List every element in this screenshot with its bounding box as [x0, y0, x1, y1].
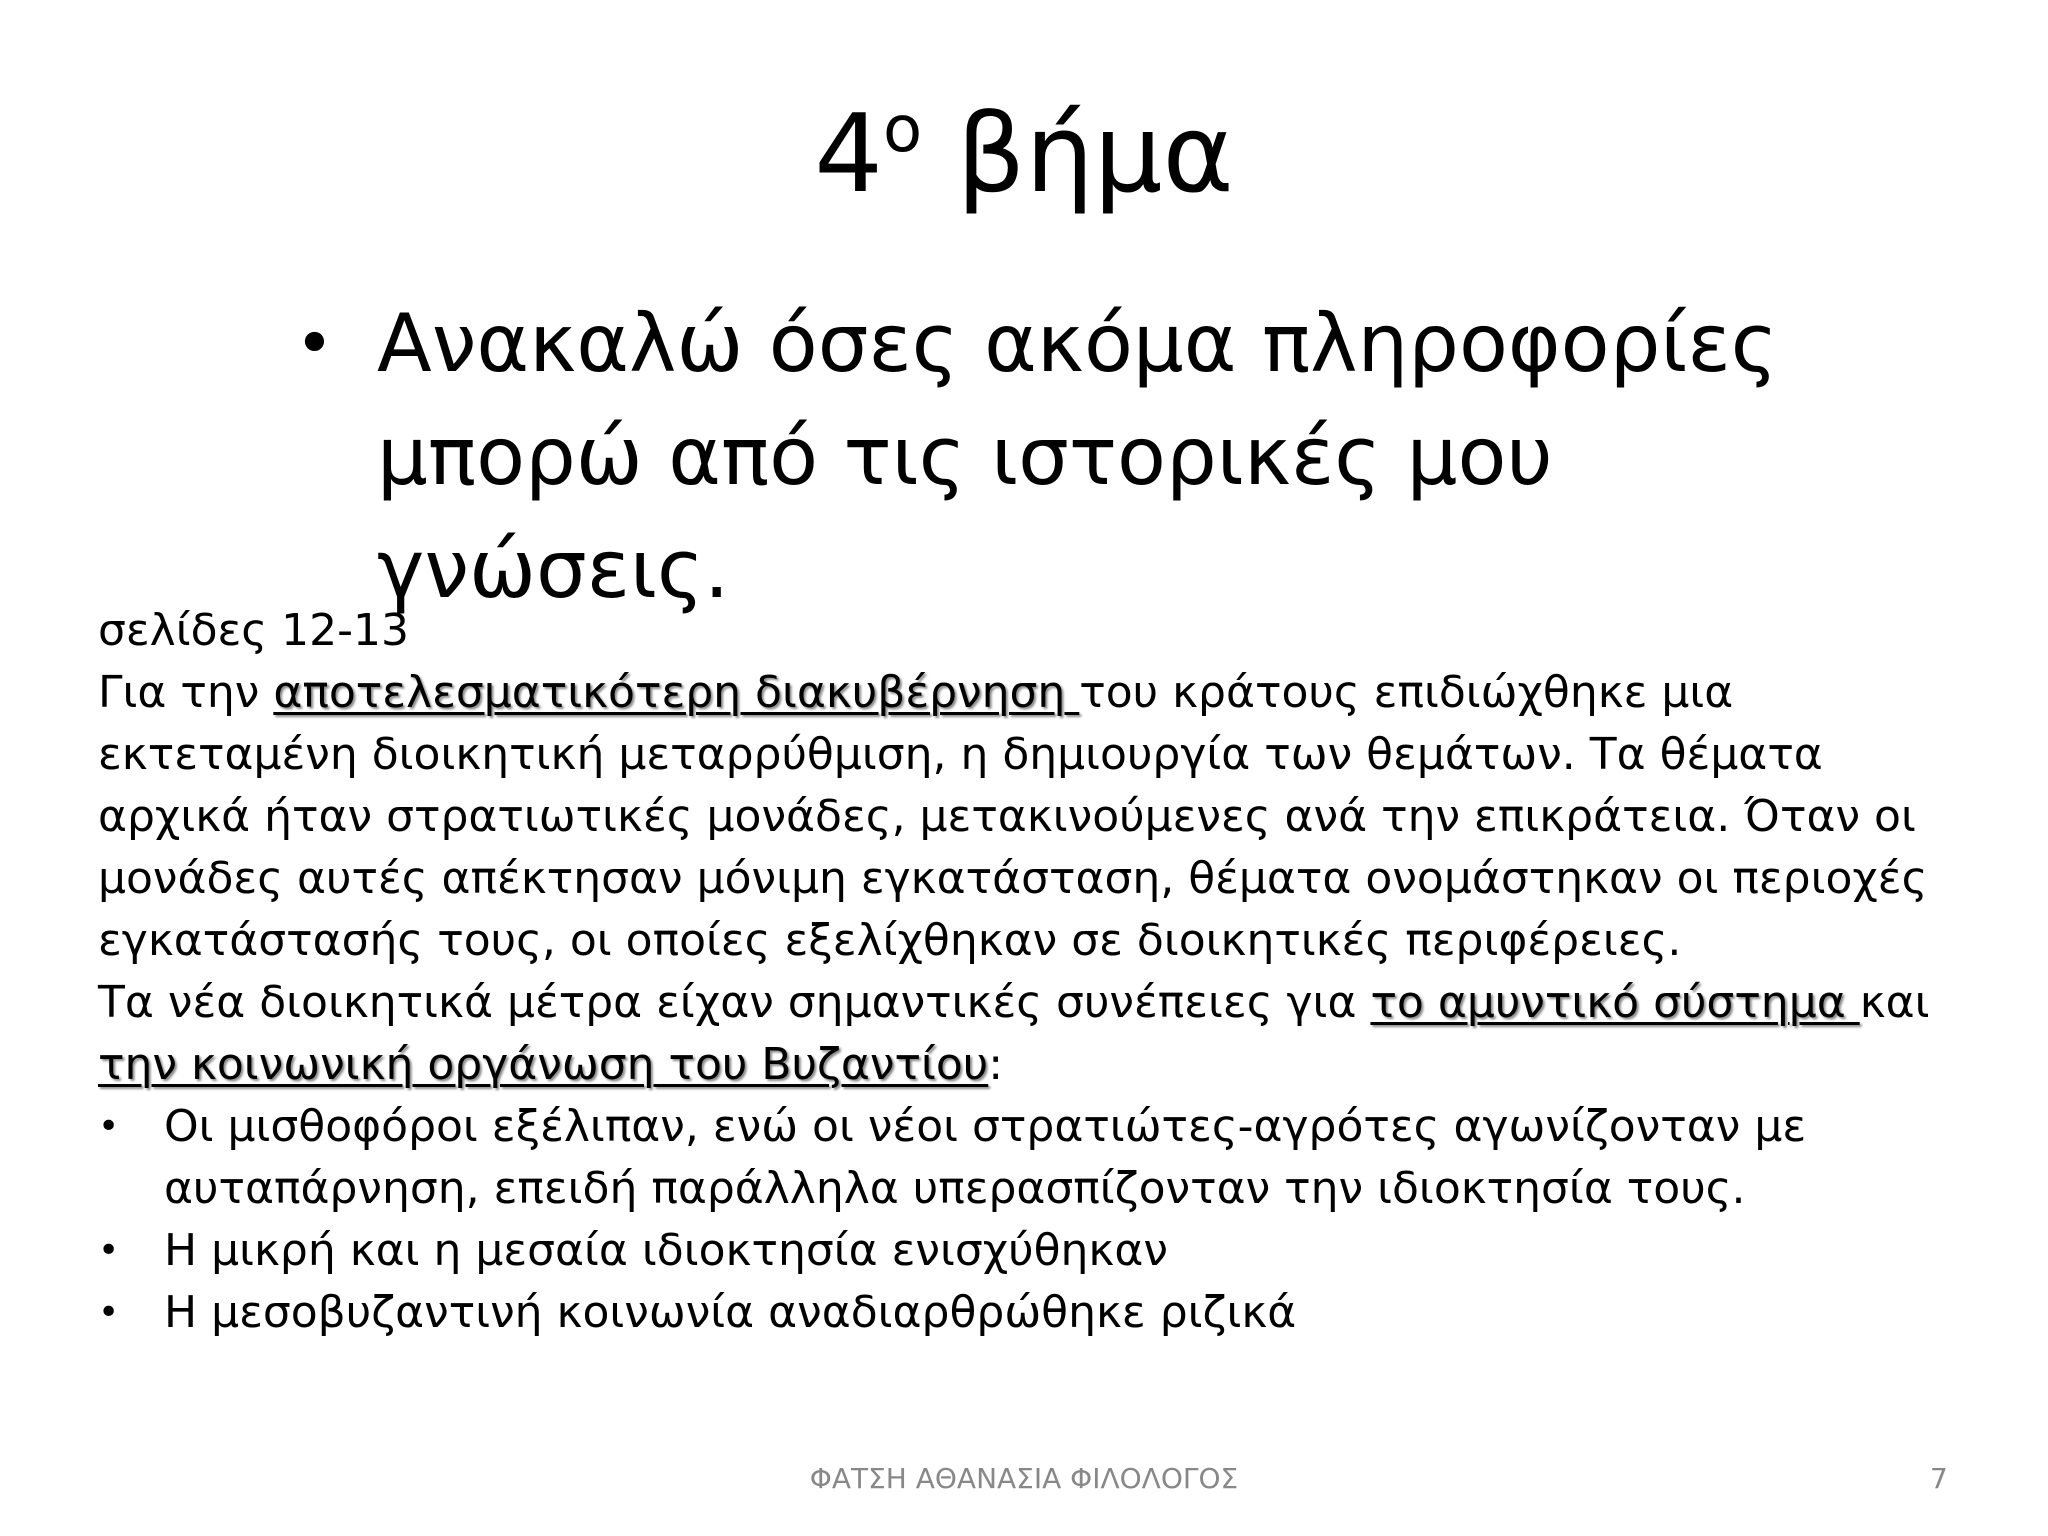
- p2-text-start: Τα νέα διοικητικά μέτρα είχαν σημαντικές συνέπειες για: [98, 977, 1371, 1028]
- main-bullet: [295, 287, 1895, 626]
- list-item-text: Οι μισθοφόροι εξέλιπαν, ενώ οι νέοι στρατιώτες-αγρότες αγωνίζονταν με αυταπάρνηση, επειδή παράλληλα υπερασπίζονταν την ιδιοκτησία τους.: [164, 1101, 1807, 1214]
- title-number: 4: [814, 92, 883, 217]
- main-bullet-line-2: μπορώ από τις ιστορικές μου γνώσεις.: [377, 410, 1553, 616]
- title-superscript: ο: [882, 93, 923, 167]
- list-item: [98, 1220, 1968, 1282]
- bullet-dot-icon: •: [295, 305, 334, 382]
- list-item: [98, 1282, 1968, 1344]
- consequences-list: [98, 1096, 1968, 1344]
- p1-highlight: αποτελεσματικότερη διακυβέρνηση: [273, 667, 1080, 718]
- paragraph-2: [98, 972, 1968, 1096]
- title-text: βήμα: [922, 92, 1234, 217]
- bullet-dot-icon: •: [98, 1292, 120, 1333]
- bullet-dot-icon: •: [98, 1230, 120, 1271]
- p1-text-end: του κράτους επιδιώχθηκε μια εκτεταμένη διοικητική μεταρρύθμιση, η δημιουργία των θεμάτων. Τα θέματα αρχικά ήταν στρατιωτικές μονάδες, μετακινούμενες ανά την επικράτεια. Όταν οι μονάδες αυτές απέκτησαν μόνιμη εγκατάσταση, θέματα ονομάστηκαν οι περιοχές εγκατάστασής τους, οι οποίες εξελίχθηκαν σε διοικητικές περιφέρειες.: [98, 667, 1928, 966]
- p2-text-mid: και: [1859, 977, 1930, 1028]
- p1-text-start: Για την: [98, 667, 274, 718]
- p2-text-end: :: [988, 1039, 1004, 1090]
- bullet-dot-icon: •: [98, 1106, 120, 1147]
- main-bullet-text: [377, 287, 1895, 626]
- p2-highlight-1: το αμυντικό σύστημα: [1370, 977, 1860, 1028]
- page-number: 7: [1930, 1462, 1948, 1495]
- list-item-text: Η μικρή και η μεσαία ιδιοκτησία ενισχύθηκαν: [164, 1225, 1168, 1276]
- body-content: [98, 600, 1968, 1344]
- pages-reference: σελίδες 12-13: [98, 605, 409, 656]
- paragraph-1: [98, 662, 1968, 972]
- slide-title: [0, 92, 2048, 217]
- list-item: [98, 1096, 1968, 1220]
- p2-highlight-2: την κοινωνική οργάνωση του Βυζαντίου: [98, 1039, 989, 1090]
- main-bullet-line-1: Ανακαλώ όσες ακόμα πληροφορίες: [377, 297, 1778, 390]
- list-item-text: Η μεσοβυζαντινή κοινωνία αναδιαρθρώθηκε ριζικά: [164, 1287, 1297, 1338]
- footer-author: ΦΑΤΣΗ ΑΘΑΝΑΣΙΑ ΦΙΛΟΛΟΓΟΣ: [809, 1462, 1239, 1495]
